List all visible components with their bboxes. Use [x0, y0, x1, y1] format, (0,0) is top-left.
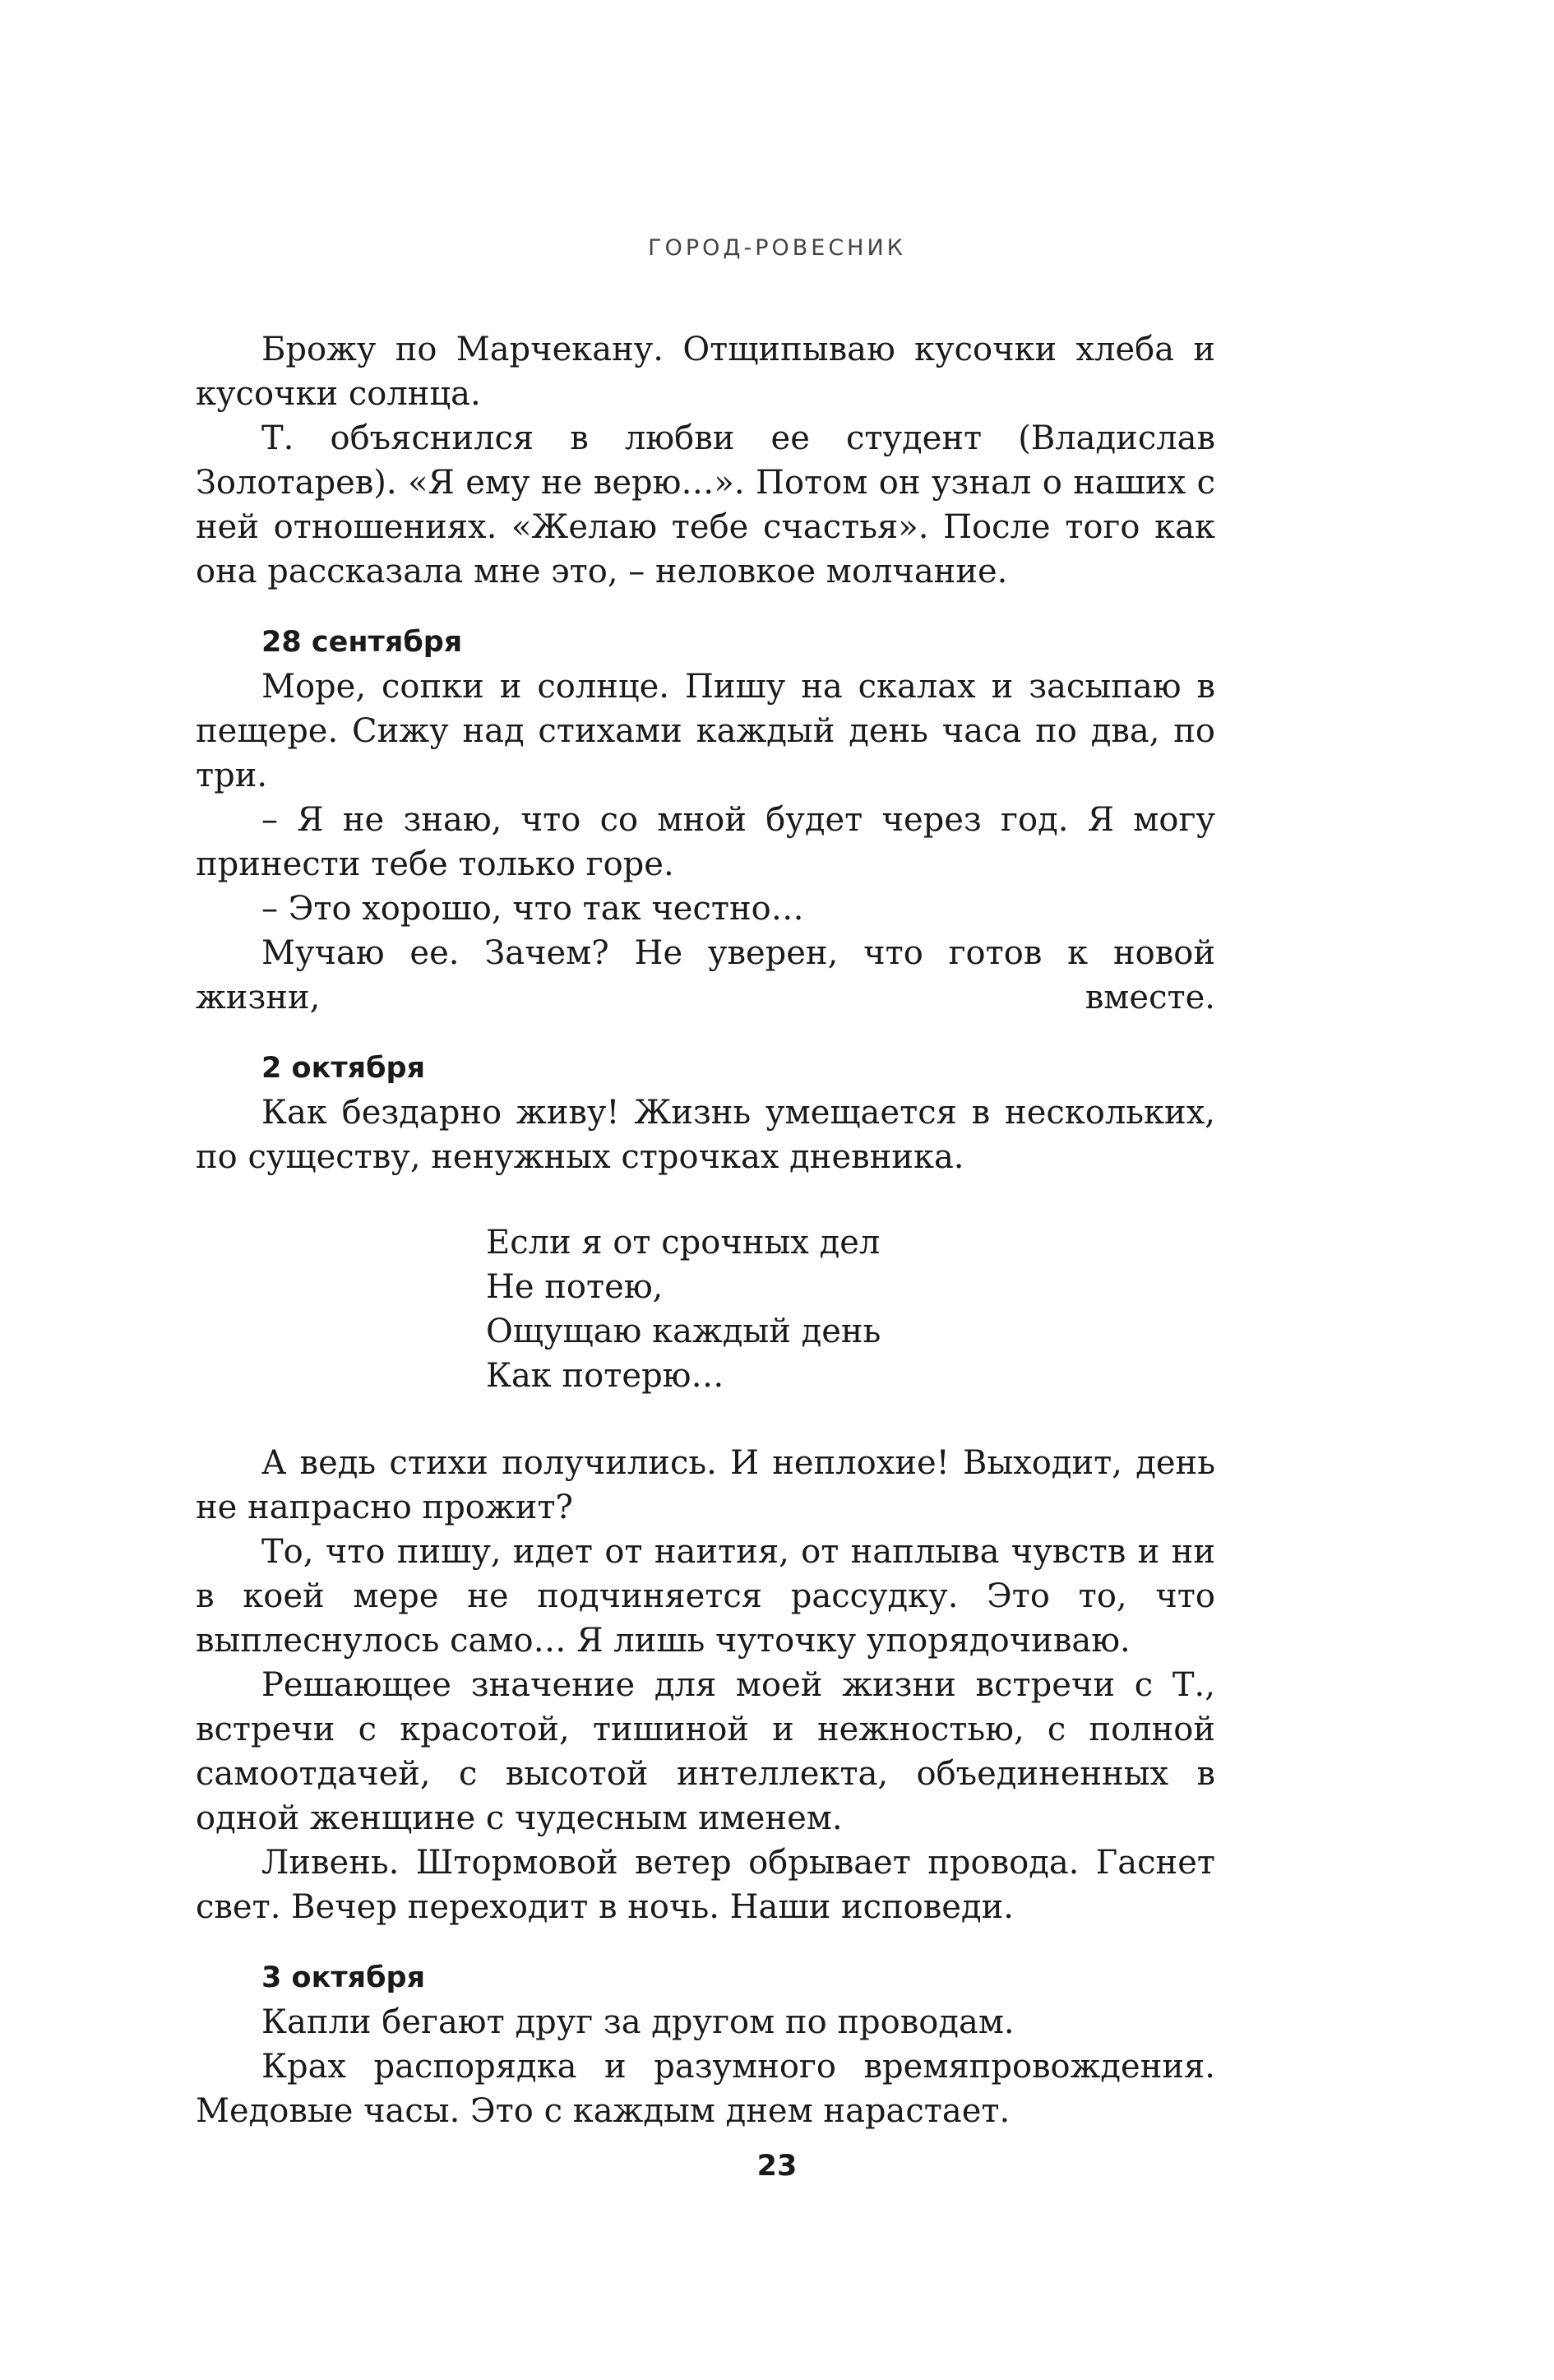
running-head: ГОРОД-РОВЕСНИК [648, 235, 906, 261]
paragraph: Море, сопки и солнце. Пишу на скалах и засыпаю в пещере. Сижу над стихами каждый день часа по два, по три. [196, 668, 1215, 794]
poem-line: Если я от срочных дел [486, 1224, 881, 1262]
paragraph: Капли бегают друг за другом по проводам. [261, 2003, 1015, 2041]
entry-date-heading: 2 октября [261, 1052, 426, 1085]
paragraph: Ливень. Штормовой ветер обрывает провода. Гаснет свет. Вечер переходит в ночь. Наши исповеди. [196, 1844, 1215, 1926]
paragraph: Т. объяснился в любви ее студент (Владислав Золотарев). «Я ему не верю…». Потом он узнал о наших с ней отношениях. «Желаю тебе счастья». После того как она рассказала мне это, – неловкое молчание. [196, 419, 1215, 590]
paragraph: – Это хорошо, что так честно… [261, 890, 804, 928]
paragraph: Крах распорядка и разумного времяпровождения. Медовые часы. Это с каждым днем нарастает. [196, 2048, 1215, 2130]
poem-line: Ощущаю каждый день [486, 1313, 881, 1350]
poem-line: Не потею, [486, 1268, 664, 1306]
paragraph: А ведь стихи получились. И неплохие! Выходит, день не напрасно прожит? [196, 1444, 1215, 1526]
paragraph: Мучаю ее. Зачем? Не уверен, что готов к новой жизни, вместе. [196, 934, 1215, 1016]
page-number: 23 [756, 2150, 798, 2183]
poem-stanza [486, 1220, 1215, 1398]
paragraph: То, что пишу, идет от наития, от наплыва чувств и ни в коей мере не подчиняется рассудку. Это то, что выплеснулось само… Я лишь чуточку упорядочиваю. [196, 1533, 1215, 1660]
poem-line: Как потерю… [486, 1357, 724, 1395]
paragraph: Решающее значение для моей жизни встречи с Т., встречи с красотой, тишиной и нежностью, с полной самоотдачей, с высотой интеллекта, объединенных в одной женщине с чудесным именем. [196, 1666, 1215, 1837]
entry-date-heading: 3 октября [261, 1961, 426, 1994]
entry-date-heading: 28 сентября [261, 626, 463, 659]
paragraph: – Я не знаю, что со мной будет через год. Я могу принести тебе только горе. [196, 801, 1215, 883]
body-text [196, 327, 1215, 2133]
paragraph: Брожу по Марчекану. Отщипываю кусочки хлеба и кусочки солнца. [196, 331, 1215, 413]
paragraph: Как бездарно живу! Жизнь умещается в нескольких, по существу, ненужных строчках дневника. [196, 1094, 1215, 1176]
